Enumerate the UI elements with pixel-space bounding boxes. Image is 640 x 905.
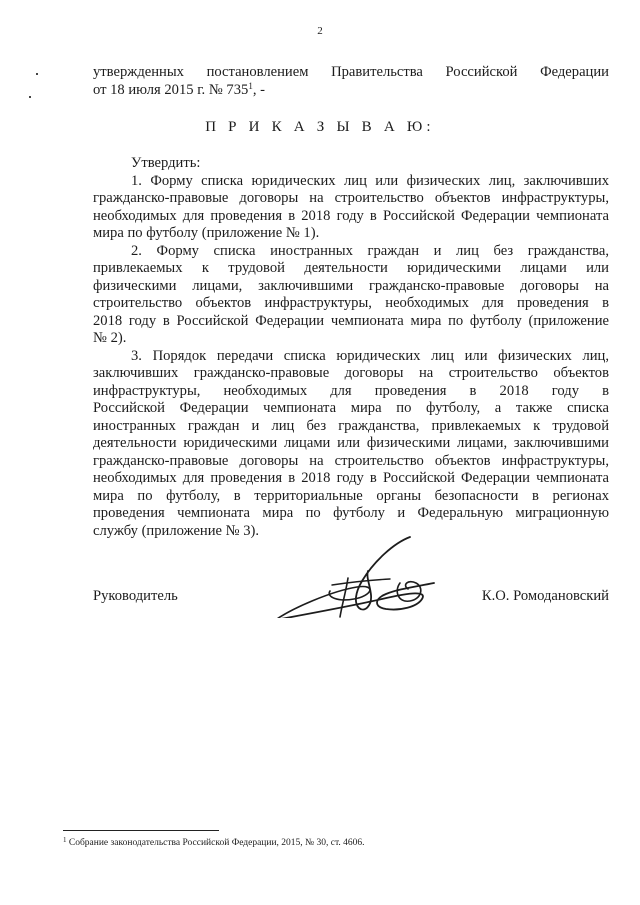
- order-item-line: Российской Федерации чемпионата мира по футболу, а также списка: [93, 400, 609, 416]
- order-heading: П Р И К А З Ы В А Ю:: [205, 119, 435, 135]
- scan-mark: [29, 96, 31, 98]
- order-item-3: [93, 348, 609, 541]
- order-item-line: 3. Порядок передачи списка юридических лиц или физических лиц,: [131, 347, 609, 364]
- order-item-line: иностранных граждан и лиц без гражданства, привлекаемых к трудовой: [93, 417, 609, 434]
- footnote-rule: [63, 830, 219, 831]
- order-item-line: проведения чемпионата мира по футболу и Федеральную миграционную: [93, 505, 609, 521]
- order-item-line: 2. Форму списка иностранных граждан и лиц без гражданства,: [131, 242, 609, 259]
- scan-mark: [36, 73, 38, 75]
- footnote-mark: 1: [63, 836, 67, 844]
- order-item-2: [93, 243, 609, 348]
- order-item-line: службу (приложение № 3).: [93, 522, 260, 539]
- order-item-line: строительство объектов инфраструктуры, необходимых для проведения в: [93, 295, 609, 311]
- intro-line-2-text: от 18 июля 2015 г. № 735: [93, 81, 249, 98]
- items-container: [93, 173, 609, 541]
- order-item-line: гражданско-правовые договоры на строительство объектов инфраструктуры,: [93, 190, 609, 206]
- order-item-line: заключивших гражданско-правовые договоры на строительство объектов: [93, 365, 609, 381]
- approve-label: Утвердить:: [131, 155, 201, 171]
- signature-block: [0, 533, 640, 633]
- intro-line-2: [93, 82, 609, 100]
- order-item-line: мира по футболу, в территориальные органы безопасности в регионах: [93, 487, 609, 504]
- order-item-line: деятельности юридическими лицами или физическими лицами, заключившими: [93, 435, 609, 451]
- handwritten-signature: [262, 533, 452, 618]
- order-items: [93, 155, 609, 540]
- order-item-line: 1. Форму списка юридических лиц или физических лиц, заключивших: [131, 172, 609, 189]
- page-number: 2: [317, 25, 323, 37]
- intro-paragraph: [93, 64, 609, 99]
- order-item-line: № 2).: [93, 330, 127, 346]
- order-item-line: физическими лицами, заключившими гражданско-правовые договоры на: [93, 277, 609, 294]
- order-item-line: 2018 году в Российской Федерации чемпионата мира по футболу (приложение: [93, 312, 609, 329]
- order-item-line: необходимых для проведения в 2018 году в Российской Федерации чемпионата: [93, 207, 609, 224]
- footnote-text: Собрание законодательства Российской Федерации, 2015, № 30, ст. 4606.: [66, 838, 365, 848]
- order-item-line: инфраструктуры, необходимых для проведения в 2018 году в: [93, 382, 609, 399]
- intro-line-2-tail: , -: [252, 81, 265, 98]
- signer-title: Руководитель: [93, 588, 178, 604]
- order-item-1: [93, 173, 609, 243]
- footnote: [63, 838, 365, 848]
- order-item-line: мира по футболу (приложение № 1).: [93, 225, 320, 241]
- intro-line-1: утвержденных постановлением Правительства Российской Федерации: [93, 64, 609, 80]
- order-item-line: необходимых для проведения в 2018 году в Российской Федерации чемпионата: [93, 470, 609, 486]
- order-item-line: гражданско-правовые договоры на строительство объектов инфраструктуры,: [93, 452, 609, 469]
- order-item-line: привлекаемых к трудовой деятельности юридическими лицами или: [93, 260, 609, 276]
- signer-name: К.О. Ромодановский: [481, 588, 609, 604]
- footnote-reference: 1: [248, 80, 253, 91]
